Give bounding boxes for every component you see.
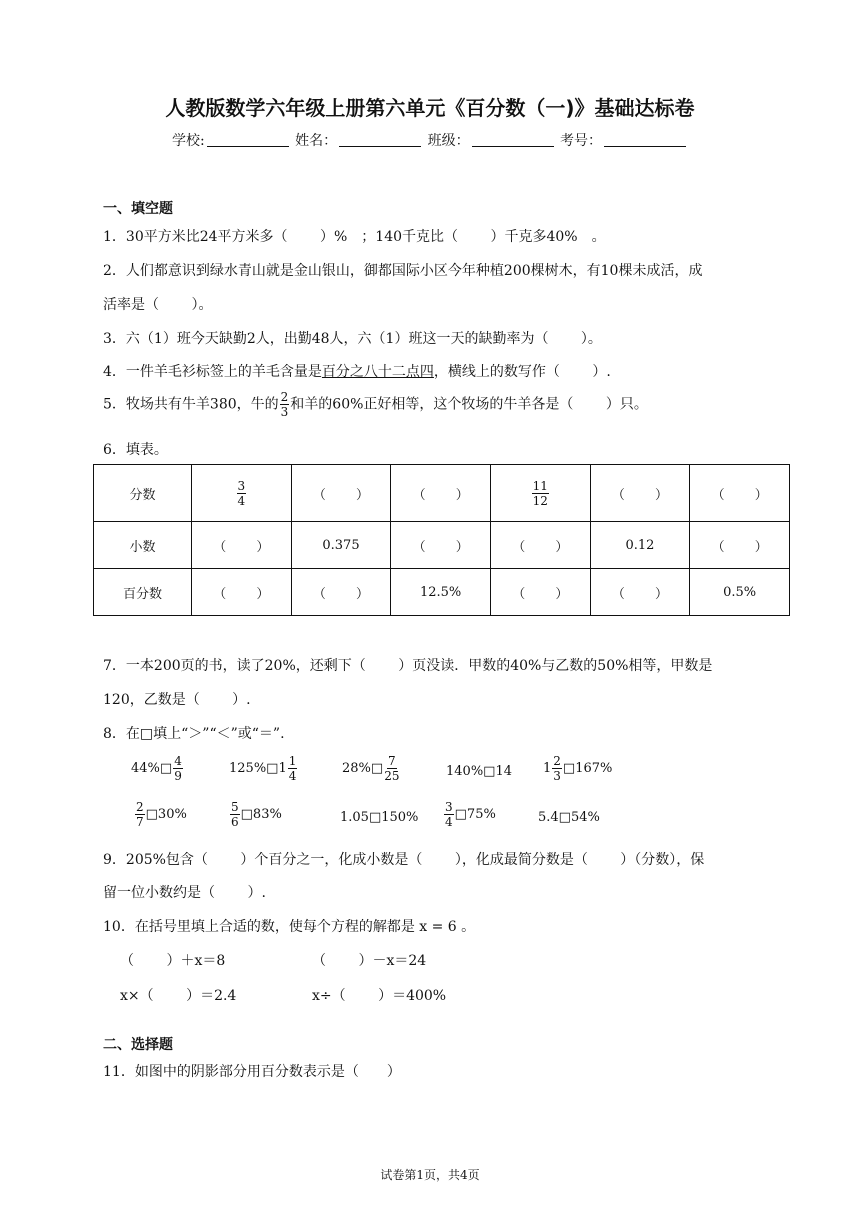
exam-no-blank xyxy=(604,132,686,147)
fraction-numerator: 2 xyxy=(553,754,561,768)
fraction-denominator: 7 xyxy=(136,815,144,829)
table-cell: （ ） xyxy=(690,465,790,522)
question-6: 6．填表。 xyxy=(103,442,168,458)
fraction-denominator: 12 xyxy=(532,493,548,508)
question-4-text-before: 4．一件羊毛衫标签上的羊毛含量是 xyxy=(103,364,322,380)
table-cell xyxy=(490,465,590,522)
compare-fraction xyxy=(173,754,183,783)
compare-item: 140%□14 xyxy=(446,764,512,779)
name-label: 姓名： xyxy=(295,133,338,149)
question-8: 8．在□填上“＞”“＜”或“＝”. xyxy=(103,726,285,742)
table-header-percent: 百分数 xyxy=(94,569,192,616)
table-row-fraction xyxy=(94,465,790,522)
exam-no-label: 考号： xyxy=(560,133,603,149)
table-cell: （ ） xyxy=(192,569,292,616)
compare-left: 44%□ xyxy=(131,761,173,776)
compare-item xyxy=(342,754,400,783)
fraction-denominator: 3 xyxy=(553,769,561,783)
fraction-numerator: 5 xyxy=(231,800,239,814)
question-5 xyxy=(103,390,648,419)
question-5-fraction xyxy=(280,390,290,419)
compare-fraction xyxy=(135,800,145,829)
compare-left: 28%□ xyxy=(342,761,384,776)
compare-item xyxy=(443,800,496,829)
fraction-numerator: 3 xyxy=(445,800,453,814)
fraction-denominator: 3 xyxy=(280,405,289,419)
table-cell: （ ） xyxy=(291,569,391,616)
compare-item xyxy=(131,754,184,783)
table-cell: （ ） xyxy=(391,522,491,569)
question-9-line-1: 9．205%包含（ ）个百分之一，化成小数是（ ），化成最简分数是（ ）（分数），保 xyxy=(103,852,705,868)
fraction-denominator: 6 xyxy=(231,815,239,829)
question-9-line-2: 留一位小数约是（ ）. xyxy=(103,885,266,901)
compare-item: 5.4□54% xyxy=(538,810,600,825)
compare-left: 125%□1 xyxy=(229,761,287,776)
compare-whole: 1 xyxy=(543,761,552,776)
question-10: 10．在括号里填上合适的数，使每个方程的解都是 x = 6 。 xyxy=(103,919,476,935)
compare-fraction xyxy=(444,800,454,829)
table-cell: （ ） xyxy=(590,569,690,616)
question-4-text-after: ，横线上的数写作（ ）. xyxy=(433,364,611,380)
table-cell: （ ） xyxy=(490,522,590,569)
equation-item: （ ）＋x＝8 xyxy=(120,953,226,969)
table-cell: 0.375 xyxy=(291,522,391,569)
fraction-denominator: 25 xyxy=(384,769,400,783)
table-cell: （ ） xyxy=(590,465,690,522)
equation-item: （ ）－x＝24 xyxy=(312,953,427,969)
table-cell: （ ） xyxy=(391,465,491,522)
table-cell: （ ） xyxy=(291,465,391,522)
table-cell: 0.5% xyxy=(690,569,790,616)
table-cell xyxy=(192,465,292,522)
question-1: 1．30平方米比24平方米多（ ）% ；140千克比（ ）千克多40% 。 xyxy=(103,229,606,245)
table-cell: （ ） xyxy=(690,522,790,569)
fraction-eleven-twelfths xyxy=(532,479,549,508)
fraction-denominator: 4 xyxy=(288,769,297,783)
table-cell: 12.5% xyxy=(391,569,491,616)
compare-item xyxy=(229,754,298,783)
compare-item xyxy=(543,754,612,783)
section-choice-heading: 二、选择题 xyxy=(103,1037,173,1053)
question-2-line-1: 2．人们都意识到绿水青山就是金山银山，御都国际小区今年种植200棵树木，有10棵未成活，成 xyxy=(103,263,703,279)
compare-fraction xyxy=(384,754,399,783)
table-cell: （ ） xyxy=(192,522,292,569)
page-footer: 试卷第1页，共4页 xyxy=(380,1168,480,1182)
table-header-fraction: 分数 xyxy=(94,465,192,522)
compare-item xyxy=(134,800,187,829)
student-info-line xyxy=(0,130,860,150)
school-blank xyxy=(207,132,289,147)
fraction-numerator: 2 xyxy=(280,390,289,404)
equation-item: x×（ ）＝2.4 xyxy=(120,988,237,1004)
table-row-decimal xyxy=(94,522,790,569)
fraction-numerator: 1 xyxy=(288,754,297,768)
question-7-line-2: 120，乙数是（ ）. xyxy=(103,692,251,708)
question-2-line-2: 活率是（ ）。 xyxy=(103,297,213,313)
conversion-table xyxy=(93,464,790,616)
equation-item: x÷（ ）＝400% xyxy=(312,988,447,1004)
table-row-percent xyxy=(94,569,790,616)
fraction-numerator: 2 xyxy=(136,800,144,814)
question-4-underlined-number: 百分之八十二点四 xyxy=(321,364,434,380)
school-label: 学校: xyxy=(171,133,205,149)
compare-right: □75% xyxy=(454,807,496,822)
fraction-three-quarters xyxy=(237,479,247,508)
compare-right: □167% xyxy=(562,761,613,776)
fraction-denominator: 4 xyxy=(237,493,246,508)
question-11: 11．如图中的阴影部分用百分数表示是（ ） xyxy=(103,1064,401,1080)
compare-fraction xyxy=(230,800,240,829)
question-5-text-after: 和羊的60%正好相等，这个牧场的牛羊各是（ ）只。 xyxy=(290,396,648,413)
compare-item xyxy=(229,800,282,829)
class-blank xyxy=(472,132,554,147)
compare-fraction xyxy=(288,754,298,783)
fraction-numerator: 11 xyxy=(532,478,548,493)
table-cell: 0.12 xyxy=(590,522,690,569)
section-fill-blanks-heading: 一、填空题 xyxy=(103,201,173,217)
fraction-numerator: 3 xyxy=(237,478,246,493)
page-title: 人教版数学六年级上册第六单元《百分数（一)》基础达标卷 xyxy=(165,96,695,120)
class-label: 班级： xyxy=(427,133,470,149)
question-3: 3．六（1）班今天缺勤2人，出勤48人，六（1）班这一天的缺勤率为（ ）。 xyxy=(103,331,602,347)
compare-fraction xyxy=(552,754,562,783)
compare-item: 1.05□150% xyxy=(340,810,419,825)
question-5-text-before: 5．牧场共有牛羊380，牛的 xyxy=(103,396,279,413)
fraction-denominator: 9 xyxy=(174,769,182,783)
table-header-decimal: 小数 xyxy=(94,522,192,569)
question-7-line-1: 7．一本200页的书，读了20%，还剩下（ ）页没读．甲数的40%与乙数的50%相等，甲数是 xyxy=(103,658,713,674)
compare-right: □83% xyxy=(240,807,282,822)
question-4 xyxy=(103,361,611,381)
name-blank xyxy=(339,132,421,147)
table-cell: （ ） xyxy=(490,569,590,616)
fraction-numerator: 7 xyxy=(388,754,396,768)
fraction-denominator: 4 xyxy=(445,815,453,829)
compare-right: □30% xyxy=(145,807,187,822)
fraction-numerator: 4 xyxy=(174,754,182,768)
